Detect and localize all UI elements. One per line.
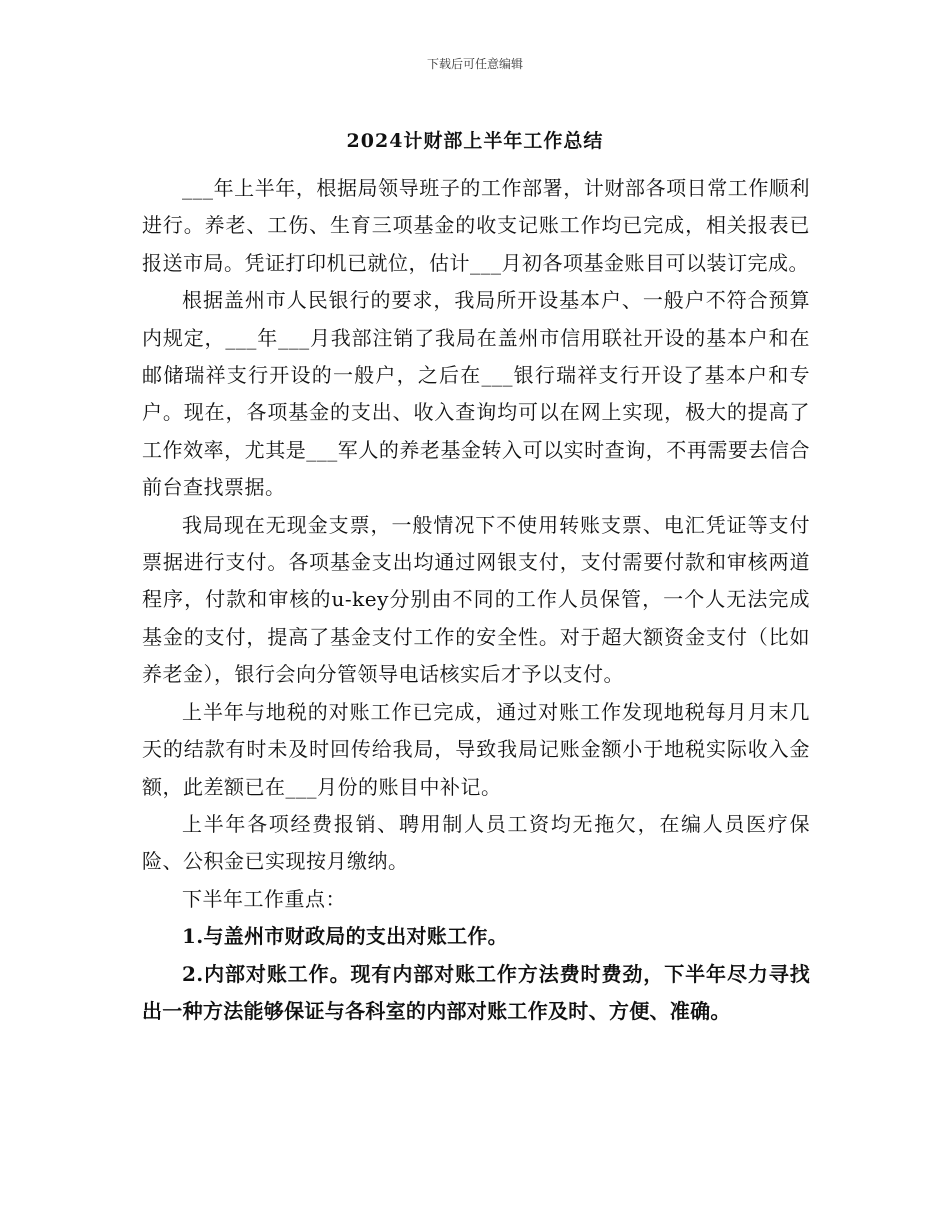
paragraph: ___年上半年，根据局领导班子的工作部署，计财部各项日常工作顺利进行。养老、工伤、生育三项基金的收支记账工作均已完成，相关报表已报送市局。凭证打印机已就位，估计___月初各项基金账目可以装订完成。	[142, 176, 810, 275]
document-body	[142, 170, 810, 1030]
priority-item: 1.与盖州市财政局的支出对账工作。	[182, 924, 508, 949]
header-note: 下载后可任意编辑	[426, 57, 523, 71]
paragraph: 我局现在无现金支票，一般情况下不使用转账支票、电汇凭证等支付票据进行支付。各项基金支出均通过网银支付，支付需要付款和审核两道程序，付款和审核的u-key分别由不同的工作人员保管，一个人无法完成基金的支付，提高了基金支付工作的安全性。对于超大额资金支付（比如养老金），银行会向分管领导电话核实后才予以支付。	[142, 512, 810, 687]
priority-item: 2.内部对账工作。现有内部对账工作方法费时费劲，下半年尽力寻找出一种方法能够保证与各科室的内部对账工作及时、方便、准确。	[142, 961, 810, 1023]
document-title: 2024计财部上半年工作总结	[346, 130, 604, 152]
paragraph: 上半年与地税的对账工作已完成，通过对账工作发现地税每月月末几天的结款有时未及时回传给我局，导致我局记账金额小于地税实际收入金额，此差额已在___月份的账目中补记。	[142, 699, 810, 799]
paragraph: 上半年各项经费报销、聘用制人员工资均无拖欠，在编人员医疗保险、公积金已实现按月缴纳。	[142, 811, 810, 874]
section-heading: 下半年工作重点：	[182, 886, 346, 911]
paragraph: 根据盖州市人民银行的要求，我局所开设基本户、一般户不符合预算内规定，___年___月我部注销了我局在盖州市信用联社开设的基本户和在邮储瑞祥支行开设的一般户，之后在___银行瑞祥支行开设了基本户和专户。现在，各项基金的支出、收入查询均可以在网上实现，极大的提高了工作效率，尤其是___军人的养老基金转入可以实时查询，不再需要去信合前台查找票据。	[142, 288, 810, 500]
